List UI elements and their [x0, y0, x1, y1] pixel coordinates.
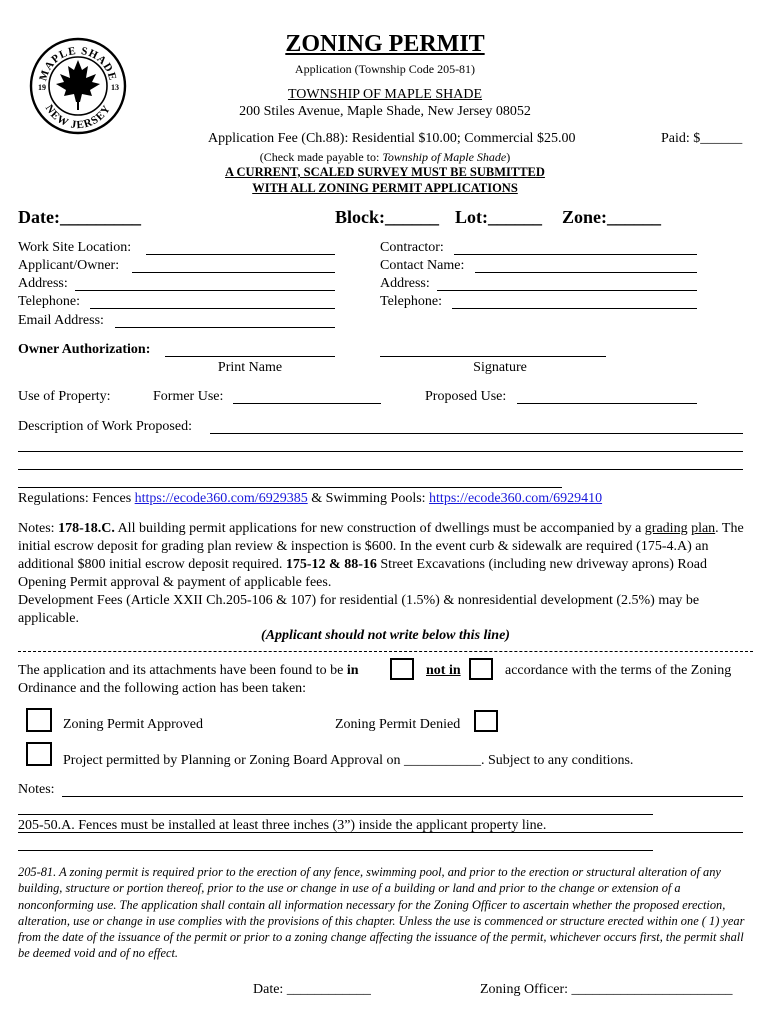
- survey-notice-2: WITH ALL ZONING PERMIT APPLICATIONS: [252, 181, 518, 195]
- date-field[interactable]: Date:_________: [18, 207, 141, 227]
- finding-text-3: Ordinance and the following action has been taken:: [18, 681, 307, 696]
- in-checkbox[interactable]: [390, 658, 414, 680]
- email-label: Email Address:: [18, 313, 104, 328]
- print-name-input[interactable]: [165, 356, 335, 357]
- zoning-officer-field[interactable]: Zoning Officer: _______________________: [480, 982, 733, 997]
- fee-text: Application Fee (Ch.88): Residential $10.00; Commercial $25.00: [208, 131, 576, 146]
- block-field[interactable]: Block:______: [335, 207, 440, 227]
- former-use-label: Former Use:: [153, 389, 224, 404]
- applicant-address-input[interactable]: [75, 290, 335, 291]
- description-label: Description of Work Proposed:: [18, 419, 192, 434]
- proposed-use-input[interactable]: [517, 403, 697, 404]
- not-in-label: not in: [426, 663, 461, 678]
- page-title: ZONING PERMIT: [285, 31, 485, 57]
- township-name: TOWNSHIP OF MAPLE SHADE: [287, 87, 483, 102]
- paid-field[interactable]: Paid: $______: [661, 131, 743, 146]
- maple-leaf-icon: [56, 60, 100, 110]
- description-line-2[interactable]: [18, 451, 743, 452]
- applicant-telephone-label: Telephone:: [18, 294, 80, 309]
- use-of-property-label: Use of Property:: [18, 389, 111, 404]
- applicant-label: Applicant/Owner:: [18, 258, 120, 273]
- print-name-caption: Print Name: [217, 360, 283, 375]
- maple-shade-seal-logo: [28, 36, 128, 136]
- seal-bottom-text: NEW JERSEY: [42, 102, 114, 132]
- applicant-warning: (Applicant should not write below this line): [261, 628, 510, 643]
- separator-dashed: [18, 651, 753, 652]
- contractor-input[interactable]: [454, 254, 697, 255]
- contractor-address-label: Address:: [380, 276, 430, 291]
- seal-right-text: 13: [111, 83, 119, 92]
- applicant-input[interactable]: [132, 272, 335, 273]
- fences-link[interactable]: https://ecode360.com/6929385: [134, 491, 308, 506]
- official-notes-line-1[interactable]: [62, 796, 743, 797]
- work-site-label: Work Site Location:: [18, 240, 132, 255]
- finding-text-2: accordance with the terms of the Zoning: [505, 663, 732, 678]
- contact-name-label: Contact Name:: [380, 258, 465, 273]
- seal-left-text: 19: [38, 83, 46, 92]
- work-site-input[interactable]: [146, 254, 335, 255]
- email-input[interactable]: [115, 327, 335, 328]
- approved-label: Zoning Permit Approved: [63, 717, 203, 732]
- contact-name-input[interactable]: [475, 272, 697, 273]
- township-address: 200 Stiles Avenue, Maple Shade, New Jersey 08052: [239, 104, 531, 119]
- approved-checkbox[interactable]: [26, 708, 52, 732]
- contractor-label: Contractor:: [380, 240, 444, 255]
- signature-input[interactable]: [380, 356, 606, 357]
- board-approval-checkbox[interactable]: [26, 742, 52, 766]
- contractor-telephone-input[interactable]: [452, 308, 697, 309]
- former-use-input[interactable]: [233, 403, 381, 404]
- fences-rule: 205-50.A. Fences must be installed at least three inches (3”) inside the applicant property line.: [18, 818, 547, 833]
- check-note: (Check made payable to: Township of Maple Shade): [259, 150, 511, 164]
- notes-paragraph: Notes: 178-18.C. All building permit applications for new construction of dwellings must be accompanied by a grading plan. The initial escrow deposit for grading plan review & inspection is $600. In the event curb & sidewalk are required (175-4.A) an additional $800 initial escrow deposit required. 175-12 & 88-16 Street Excavations (including new driveway aprons) Road Opening Permit approval & payment of applicable fees.: [18, 521, 744, 590]
- description-line-4[interactable]: [18, 487, 562, 488]
- subtitle: Application (Township Code 205-81): [294, 62, 476, 76]
- owner-authorization-label: Owner Authorization:: [18, 342, 151, 357]
- contractor-telephone-label: Telephone:: [380, 294, 442, 309]
- applicant-address-label: Address:: [18, 276, 68, 291]
- denied-label: Zoning Permit Denied: [335, 717, 461, 732]
- not-in-checkbox[interactable]: [469, 658, 493, 680]
- development-fees-note: Development Fees (Article XXII Ch.205-106 & 107) for residential (1.5%) & nonresidential development (2.5%) may be applicable.: [18, 593, 700, 626]
- zone-field[interactable]: Zone:______: [562, 207, 661, 227]
- finding-text-1: The application and its attachments have been found to be in: [18, 663, 359, 678]
- official-notes-label: Notes:: [18, 782, 55, 797]
- denied-checkbox[interactable]: [474, 710, 498, 732]
- pools-link[interactable]: https://ecode360.com/6929410: [429, 491, 603, 506]
- survey-notice-1: A CURRENT, SCALED SURVEY MUST BE SUBMITTED: [225, 165, 545, 179]
- code-205-81-text: 205-81. A zoning permit is required prior to the erection of any fence, swimming pool, and prior to the erection or structural alteration of any building, structure or portion thereof, prior to the use or change in use of a building or land and prior to the change or extension of a nonconforming use. The application shall contain all information necessary for the Zoning Officer to ascertain whether the proposed erection, alteration, use or change in use complies with the provisions of this chapter. Unless the use is commenced or structure erected within one ( 1) year from the date of the issuance of the permit or prior to a zoning change affecting the issuance of the permit, whichever occurs first, the permit shall be deemed void and of no effect.: [18, 865, 745, 961]
- official-notes-line-4[interactable]: [18, 850, 653, 851]
- description-line-3[interactable]: [18, 469, 743, 470]
- description-line-1[interactable]: [210, 433, 743, 434]
- applicant-telephone-input[interactable]: [90, 308, 335, 309]
- signature-caption: Signature: [473, 360, 527, 375]
- proposed-use-label: Proposed Use:: [425, 389, 507, 404]
- board-approval-label: Project permitted by Planning or Zoning Board Approval on ___________. Subject to any conditions.: [63, 753, 634, 768]
- official-notes-line-2[interactable]: [18, 814, 653, 815]
- lot-field[interactable]: Lot:______: [455, 207, 542, 227]
- contractor-address-input[interactable]: [437, 290, 697, 291]
- seal-top-text: MAPLE SHADE: [37, 44, 119, 83]
- official-notes-line-3[interactable]: [18, 832, 743, 833]
- official-date-field[interactable]: Date: ____________: [253, 982, 371, 997]
- regulations-line: Regulations: Fences https://ecode360.com/6929385 & Swimming Pools: https://ecode360.com/6929410: [18, 491, 603, 506]
